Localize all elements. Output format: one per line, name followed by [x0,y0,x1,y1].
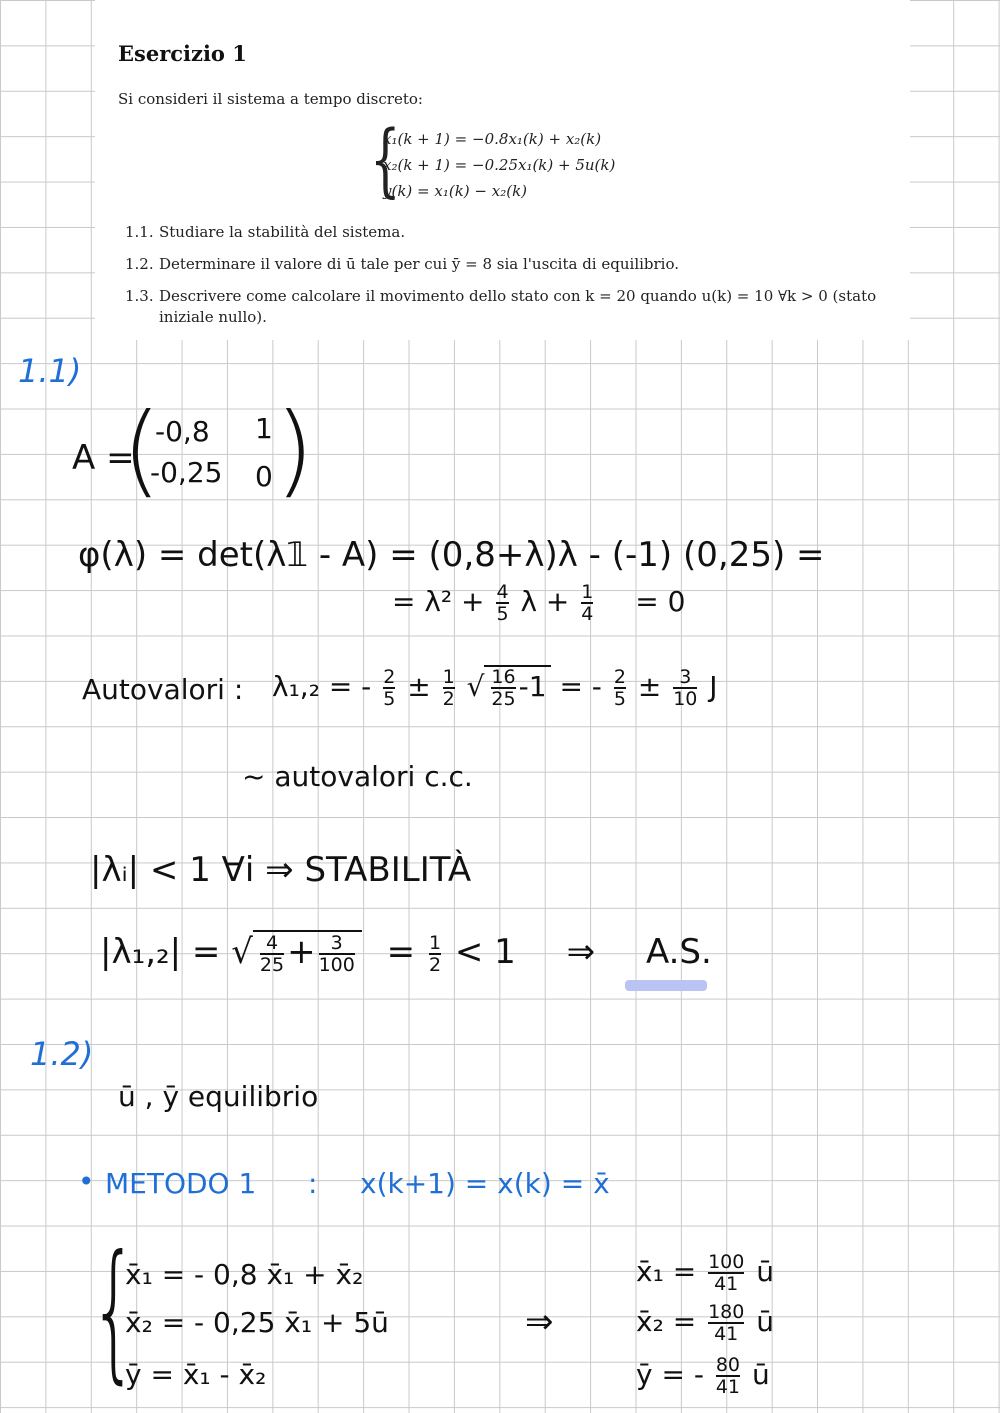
fraction [708,1302,744,1344]
matrix-a21: -0,25 [150,456,223,489]
fraction-num: 2 [613,666,626,688]
fraction-num: 16 [491,666,516,688]
fraction-num: 100 [708,1251,745,1273]
system-brace-icon: { [90,1224,138,1398]
matrix-a11: -0,8 [155,415,210,448]
plus-sign: + [287,932,316,972]
metodo-equation: x(k+1) = x(k) = x̄ [360,1167,610,1200]
charpoly-line-2 [392,582,685,624]
eq-system-line-3: ȳ = x̄₁ - x̄₂ [125,1358,267,1391]
fraction-den: 25 [491,688,516,710]
fraction-num: 180 [708,1301,745,1323]
fraction [429,933,441,975]
exercise-intro: Si consideri il sistema a tempo discreto: [118,90,423,108]
charpoly-term-c: = 0 [635,585,686,618]
task-list [125,222,885,339]
fraction-num: 3 [679,666,692,688]
fraction-num: 4 [265,931,279,954]
stability-line: |λᵢ| < 1 ∀i ⇒ STABILITÀ [90,850,472,890]
fraction [614,667,626,709]
matrix-a22: 0 [255,460,273,493]
matrix-a12: 1 [255,412,273,445]
fraction [496,582,508,624]
fraction-den: 2 [442,688,455,710]
result-u: ū [756,1305,774,1338]
eigen-symbol: λ₁,₂ = - [272,670,372,703]
task-number: 1.3. [125,287,154,305]
fraction-num: 1 [581,581,594,603]
less-than-one: < 1 [454,932,516,972]
fraction-den: 4 [581,603,594,625]
fraction-den: 100 [318,953,355,976]
result-lhs: x̄₁ = [636,1255,697,1288]
asymptotic-stability-label: A.S. [645,932,712,972]
section-1-2-heading: 1.2) [30,1035,94,1073]
eq-system-line-1: x̄₁ = - 0,8 x̄₁ + x̄₂ [125,1258,364,1291]
fraction-den: 5 [496,603,509,625]
fraction [581,582,593,624]
task-text: Studiare la stabilità del sistema. [159,223,406,241]
fraction [708,1252,744,1294]
fraction-den: 41 [708,1272,744,1294]
fraction-den: 25 [259,953,285,976]
fraction-num: 80 [715,1354,741,1376]
fraction-den: 41 [715,1376,741,1398]
imaginary-unit: J [709,670,718,703]
result-u: ū [751,1358,770,1391]
implies-arrow: ⇒ [566,932,596,972]
task-number: 1.1. [125,223,154,241]
matrix-right-paren-icon: ) [275,391,315,508]
task-text: Descrivere come calcolare il movimento dello stato con k = 20 quando u(k) = 10 ∀k > 0 (stato iniziale nullo). [159,287,877,326]
fraction-num: 2 [383,666,396,688]
task-item [125,286,885,328]
metodo-colon: : [308,1167,318,1200]
system-implies-arrow: ⇒ [525,1302,554,1342]
sqrt-icon: √ [231,932,253,972]
eq-system-line-2: x̄₂ = - 0,25 x̄₁ + 5ū [125,1306,389,1339]
fraction-num: 1 [428,931,442,954]
eigen-equals: = - [559,670,602,703]
metodo-label: METODO 1 [105,1167,257,1200]
fraction [319,933,355,975]
task-item [125,222,885,243]
plus-minus: ± [407,670,431,703]
eigen-expression [272,665,718,709]
fraction-num: 3 [330,931,343,954]
fraction-den: 5 [383,688,396,710]
equilibrium-line: ū , ȳ equilibrio [118,1080,319,1113]
matrix-left-paren-icon: ( [122,391,162,508]
fraction-den: 2 [428,953,442,976]
result-y [636,1355,770,1397]
modulus-lhs: |λ₁,₂| = [100,932,221,972]
cc-line: ~ autovalori c.c. [242,760,473,793]
equals-sign: = [386,932,416,972]
fraction [383,667,395,709]
result-lhs: x̄₂ = [636,1305,697,1338]
exercise-sheet [95,0,910,340]
eigen-label: Autovalori : [82,673,244,706]
equation-2: x₂(k + 1) = −0.25x₁(k) + 5u(k) [383,156,616,174]
task-item [125,254,885,275]
fraction [260,933,284,975]
equation-3: y(k) = x₁(k) − x₂(k) [383,182,528,200]
fraction-num: 1 [442,666,455,688]
result-u: ū [756,1255,774,1288]
sqrt-icon: √ [466,670,485,703]
fraction [673,667,697,709]
system-equations [370,113,630,206]
fraction-den: 5 [613,688,626,710]
fraction [491,667,515,709]
metodo-bullet-icon: • [78,1165,95,1198]
equation-1: x₁(k + 1) = −0.8x₁(k) + x₂(k) [383,130,602,148]
left-brace-icon: { [370,113,401,206]
sqrt-tail: -1 [518,670,547,703]
fraction [716,1355,740,1397]
result-lhs: ȳ = - [636,1358,704,1391]
fraction [443,667,455,709]
charpoly-term-a: = λ² + [392,585,485,618]
task-number: 1.2. [125,255,154,273]
fraction-num: 4 [496,581,509,603]
matrix-label: A = [72,438,135,478]
plus-minus: ± [637,670,662,703]
charpoly-line-1: φ(λ) = det(λ𝟙 - A) = (0,8+λ)λ - (-1) (0,25) = [78,535,825,575]
fraction-den: 10 [673,688,698,710]
section-1-1-heading: 1.1) [18,352,82,390]
exercise-title: Esercizio 1 [118,41,247,66]
fraction-den: 41 [708,1322,744,1344]
task-text: Determinare il valore di ū tale per cui ȳ = 8 sia l'uscita di equilibrio. [159,255,680,273]
as-highlight [625,980,707,991]
charpoly-term-b: λ + [520,585,570,618]
sqrt-body [253,930,362,975]
sqrt-body [484,665,550,709]
result-x2 [636,1302,774,1344]
result-x1 [636,1252,774,1294]
modulus-line [100,930,712,975]
